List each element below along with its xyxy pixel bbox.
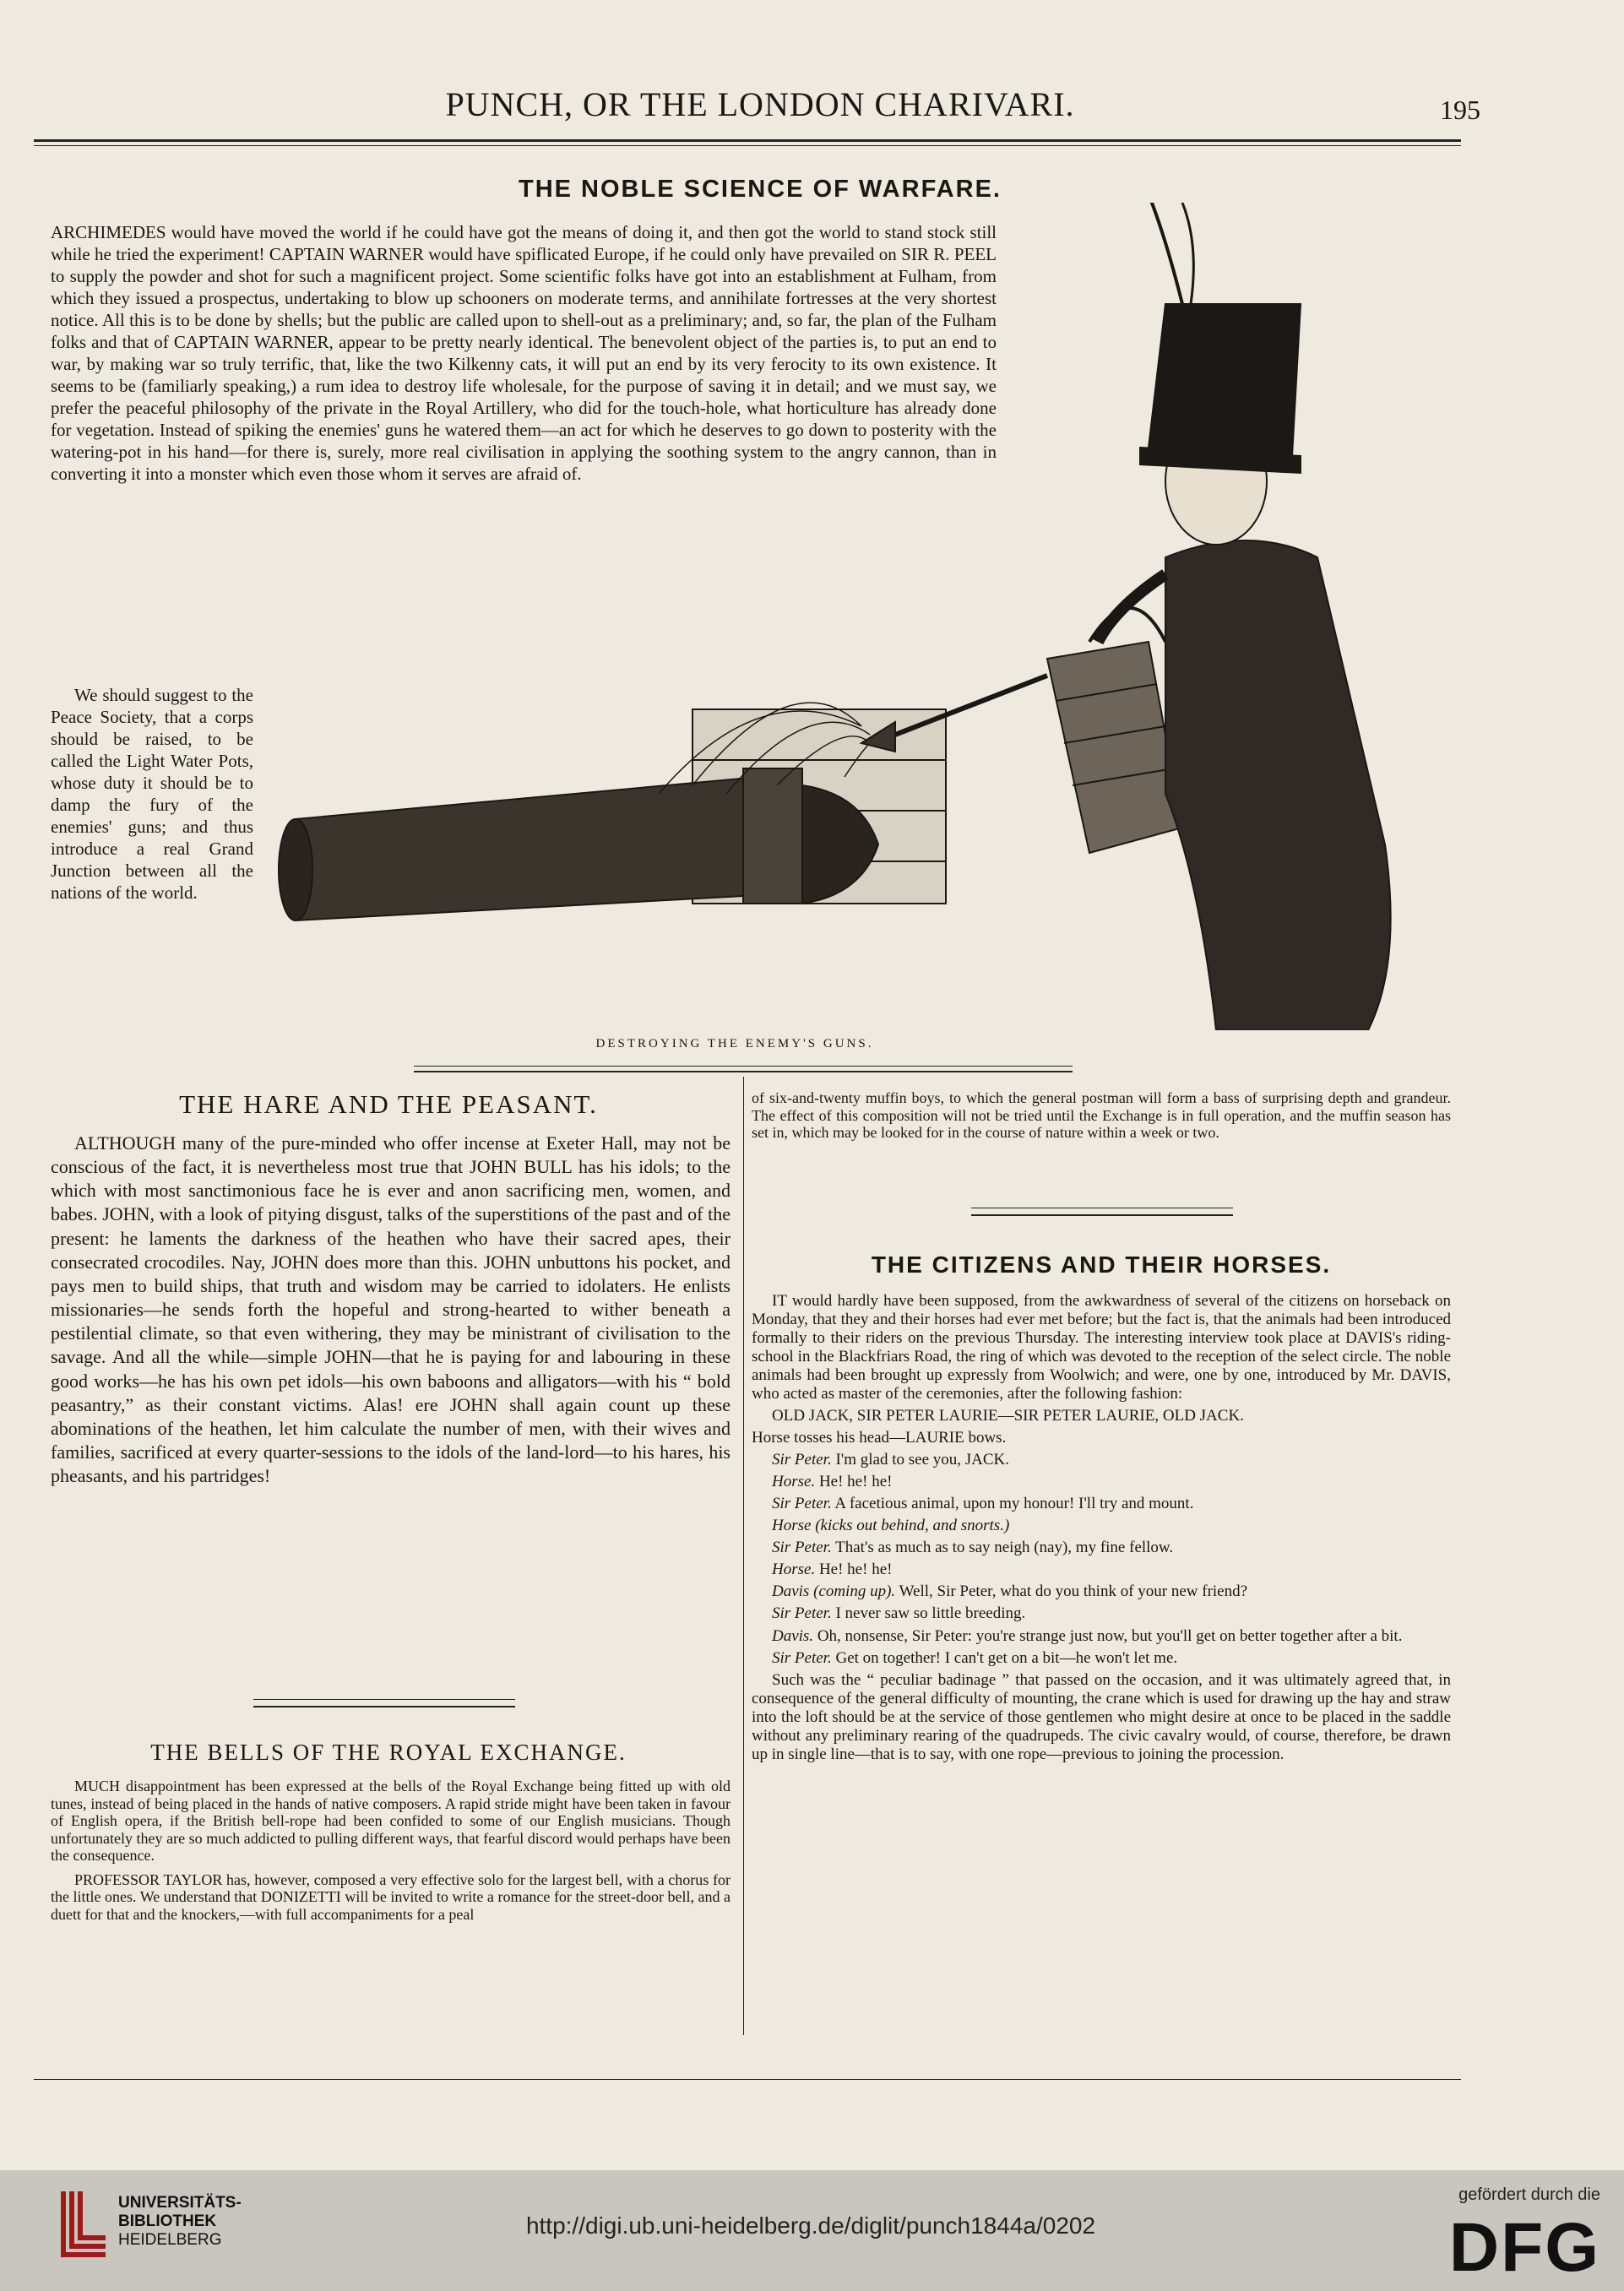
paragraph: PROFESSOR TAYLOR has, however, composed a very effective solo for the largest bell, with a chorus for the little ones. We understand that DONIZETTI will be invited to write a romance for the street-door bell, and a duett for that and the knockers,—with full accompaniments for a peal (51, 1870, 731, 1923)
paragraph: We should suggest to the Peace Society, that a corps should be raised, to be called the Light Water Pots, whose duty it should be to damp the fury of the enemies' guns; and thus introduce a real Grand Junction between all the nations of the world. (51, 685, 253, 904)
column-divider (743, 1077, 744, 2035)
article-title-horses: THE CITIZENS AND THEIR HORSES. (871, 1251, 1332, 1278)
divider (971, 1214, 1233, 1216)
introduction-names: OLD JACK, SIR PETER LAURIE—SIR PETER LAURIE, OLD JACK. (772, 1407, 1244, 1425)
paragraph: ARCHIMEDES would have moved the world if he could have got the means of doing it, and then got the world to stand stock still while he tried the experiment! CAPTAIN WARNER would have spiflicated Europe, if he could only have prevailed on SIR R. PEEL to supply the powder and shot for such a magnificent project. Some scientific folks have got into an establishment at Fulham, from which they issued a prospectus, undertaking to blow up schooners on moderate terms, and annihilate fortresses at the very shortest notice. All this is to be done by shells; but the public are called upon to shell-out as a preliminary; and, so far, the plan of the Fulham folks and that of CAPTAIN WARNER, appear to be pretty nearly identical. The benevolent object of the parties is, to put an end to war, by making war so truly terrific, that, like the two Kilkenny cats, it will put an end by its very ferocity to its own existence. It seems to be (familiarly speaking,) a rum idea to destroy life wholesale, for the purpose of saving it in detail; and we must say, we prefer the peaceful philosophy of the private in the Royal Artillery, who did for the touch-hole, what horticulture has already done for vegetation. Instead of spiking the enemies' guns he watered them—an act for which he deserves to go down to posterity with the watering-pot in his hand—for there is, surely, more real civilisation in applying the soothing system to the angry cannon, than in converting it into a monster which even those whom it serves are afraid of. (51, 222, 997, 485)
page-number: 195 (1440, 95, 1480, 125)
running-title: PUNCH, OR THE LONDON CHARIVARI. (445, 85, 1075, 123)
article-body-hare (51, 1132, 731, 1495)
divider (414, 1066, 1073, 1067)
dialogue-line: Horse. He! he! he! (772, 1473, 893, 1491)
dialogue-line: Davis. Oh, nonsense, Sir Peter: you're strange just now, but you'll get on better together after a bit. (772, 1626, 1403, 1645)
article-body-warfare-2 (51, 684, 253, 910)
dfg-logo: DFG (1448, 2209, 1600, 2286)
paragraph: Such was the “ peculiar badinage ” that passed on the occasion, and it was ultimately agreed that, in consequence of the general difficulty of mounting, the crane which is used for drawing up the hay and straw into the loft should be at the service of those gentlemen who might desire at once to be placed in the saddle without any preliminary rearing of the quadrupeds. The civic cavalry would, of course, therefore, be drawn up in single line—that is to say, with one rope—previous to joining the procession. (752, 1670, 1451, 1763)
university-library-logo-icon (59, 2183, 110, 2259)
paragraph: of six-and-twenty muffin boys, to which the general postman will form a bass of surprising depth and grandeur. The effect of this composition will not be tried until the Exchange is in full operation, and the muffin season has set in, which may be looked for in the course of nature within a week or two. (752, 1089, 1451, 1142)
divider (414, 1071, 1073, 1072)
illustration-caption: DESTROYING THE ENEMY'S GUNS. (595, 1037, 874, 1050)
paragraph: ALTHOUGH many of the pure-minded who offer incense at Exeter Hall, may not be conscious of the fact, it is nevertheless most true that JOHN BULL has his idols; to the which with most sanctimonious face he is ever and anon sacrificing men, women, and babes. JOHN, with a look of pitying disgust, talks of the superstitions of the past and of the present: he laments the darkness of the heathen who have their sacred apes, their consecrated crocodiles. Nay, JOHN does more than this. JOHN unbuttons his pocket, and pays men to build ships, that truth and wisdom may be carried to idolaters. He enlists missionaries—he sends forth the hopeful and strong-hearted to wither beneath a pestilential climate, so that even withering, they may be ministrant of civilisation to the savage. And all the while—simple JOHN—that he is paying for and labouring in these good works—he has his own pet idols—his own baboons and alligators—with his “ bold peasantry,” as their constant victims. Alas! ere JOHN shall again count up these abominations of the heathen, let him calculate the number of men, with their wives and families, sacrificed at every quarter-sessions to the idols of the land-lord—to his hares, his pheasants, and his partridges! (51, 1132, 731, 1487)
header-rule (34, 139, 1461, 142)
header-rule-thin (34, 145, 1461, 146)
dialogue-line: Horse. He! he! he! (772, 1561, 893, 1579)
article-title-hare: THE HARE AND THE PEASANT. (179, 1089, 598, 1119)
divider (253, 1706, 515, 1707)
illustration-soldier-watering-cannon (253, 203, 1453, 1030)
article-body-horses (752, 1292, 1451, 1767)
article-body-bells-continued (752, 1089, 1451, 1148)
paragraph: MUCH disappointment has been expressed at the bells of the Royal Exchange being fitted up with old tunes, instead of being placed in the hands of native composers. A rapid stride might have been taken in favour of English opera, if the British bell-rope had been confided to some of our English musicians. Though unfortunately they are so much addicted to pulling different ways, that fearful discord would perhaps have been the consequence. (51, 1778, 731, 1865)
dialogue-line: Davis (coming up). Well, Sir Peter, what do you think of your new friend? (772, 1583, 1248, 1601)
dialogue-line: Sir Peter. That's as much as to say neigh (nay), my fine fellow. (772, 1539, 1174, 1557)
dialogue-line: Sir Peter. I never saw so little breeding. (772, 1604, 1026, 1623)
dialogue-line: Sir Peter. A facetious animal, upon my honour! I'll try and mount. (772, 1495, 1194, 1513)
dialogue-line: Sir Peter. Get on together! I can't get on a bit—he won't let me. (772, 1648, 1178, 1667)
footer-rule (34, 2079, 1461, 2080)
article-title-bells: THE BELLS OF THE ROYAL EXCHANGE. (150, 1740, 627, 1765)
article-title-warfare: THE NOBLE SCIENCE OF WARFARE. (519, 176, 1002, 203)
paragraph: IT would hardly have been supposed, from the awkwardness of several of the citizens on horseback on Monday, that they and their horses had ever met before; but the fact is, that the animals had been introduced formally to their riders on the previous Thursday. The interesting interview took place at DAVIS's riding-school in the Blackfriars Road, the ring of which was devoted to the reception of the select circle. The noble animals had been brought up expressly from Woolwich; and were, one by one, introduced by Mr. DAVIS, who acted as master of the ceremonies, after the following fashion: (752, 1292, 1451, 1403)
funding-label: gefördert durch die (1458, 2185, 1600, 2204)
stage-direction: Horse tosses his head—LAURIE bows. (752, 1429, 1007, 1447)
source-url-link[interactable]: http://digi.ub.uni-heidelberg.de/diglit/punch1844a/0202 (525, 2212, 1096, 2239)
dialogue-line: Horse (kicks out behind, and snorts.) (772, 1517, 1010, 1535)
university-library-name: UNIVERSITÄTS- BIBLIOTHEK HEIDELBERG (118, 2194, 242, 2249)
dialogue-line: Sir Peter. I'm glad to see you, JACK. (772, 1451, 1010, 1469)
article-body-bells (51, 1778, 731, 1930)
divider (253, 1699, 515, 1700)
